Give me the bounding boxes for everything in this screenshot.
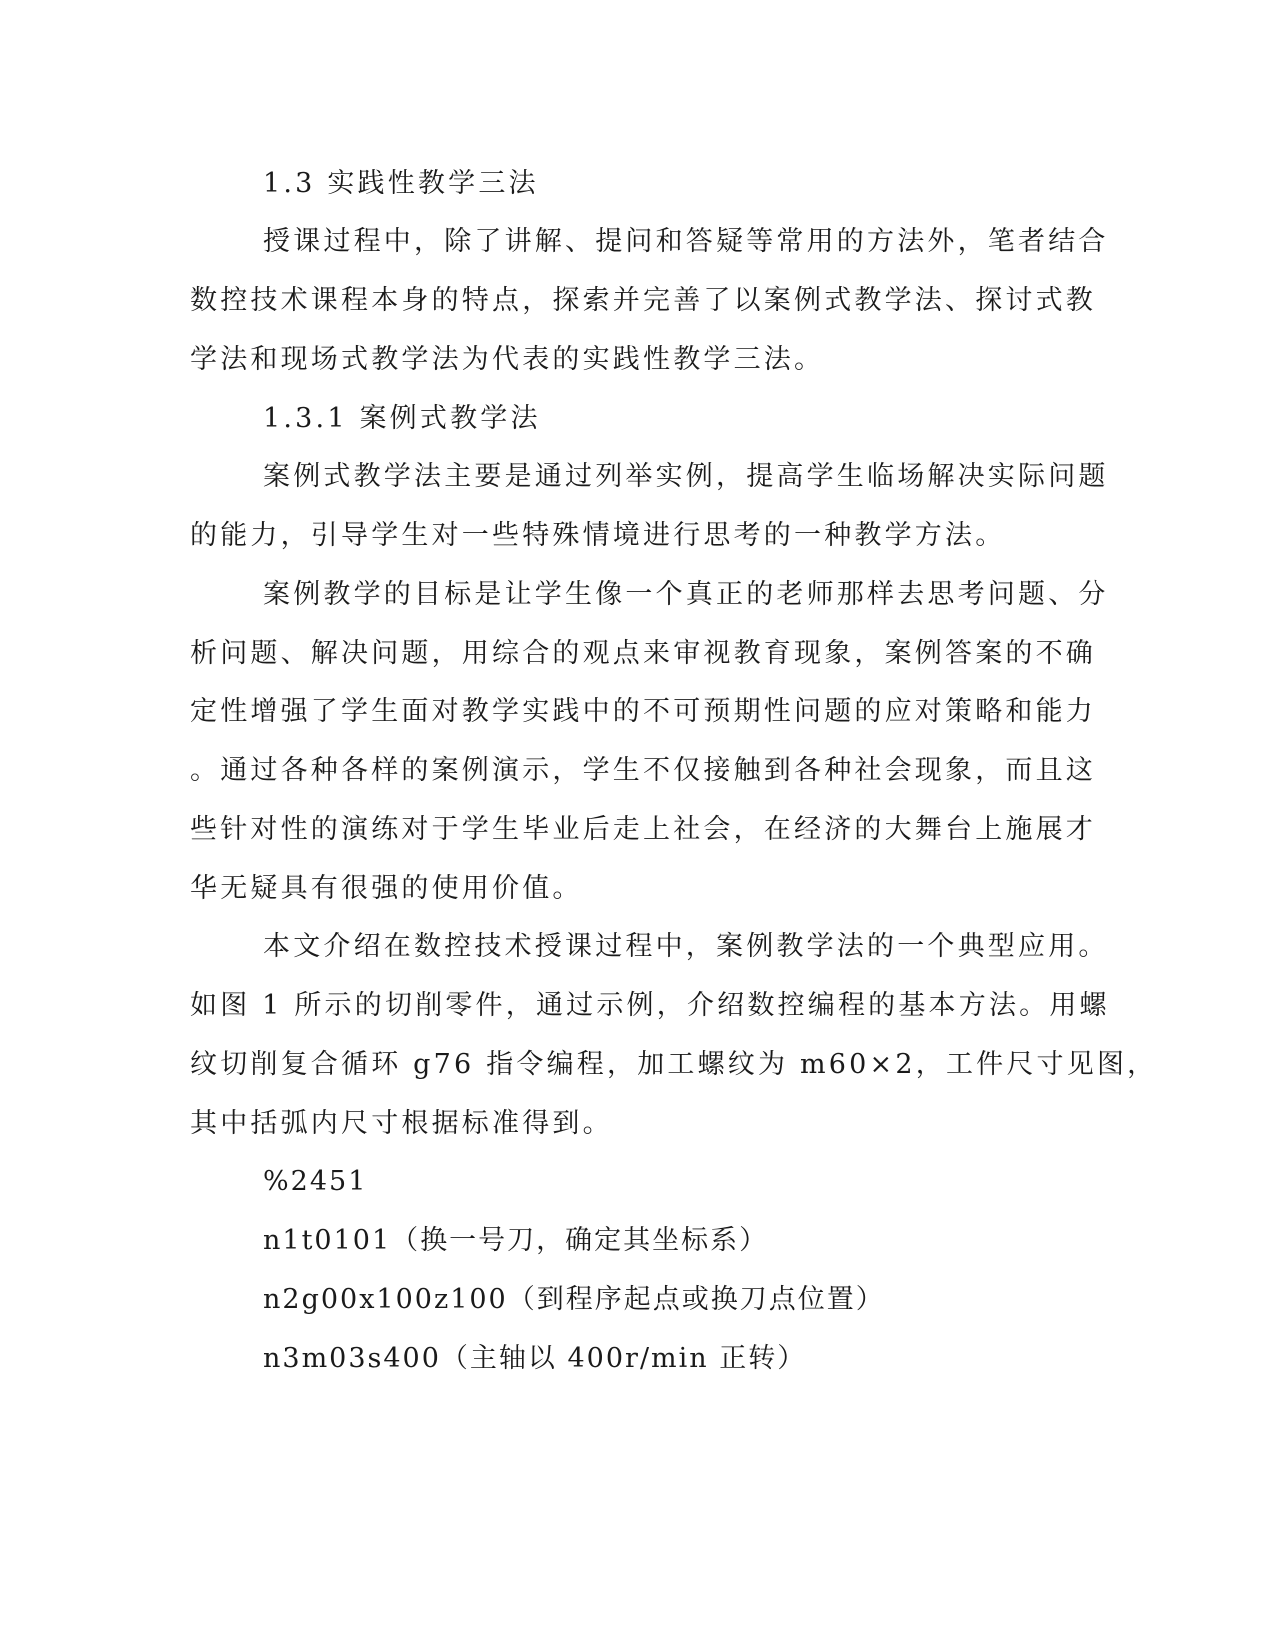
paragraph-line: 析问题、解决问题，用综合的观点来审视教育现象，案例答案的不确	[190, 638, 1096, 669]
paragraph-line: 数控技术课程本身的特点，探索并完善了以案例式教学法、探讨式教	[190, 285, 1096, 316]
paragraph-line: 定性增强了学生面对教学实践中的不可预期性问题的应对策略和能力	[190, 696, 1096, 727]
paragraph-line: 学法和现场式教学法为代表的实践性教学三法。	[190, 344, 825, 375]
program-line: n2g00x100z100（到程序起点或换刀点位置）	[263, 1284, 885, 1315]
section-heading: 1.3 实践性教学三法	[263, 168, 539, 199]
program-line: n1t0101（换一号刀，确定其坐标系）	[263, 1225, 769, 1256]
program-line: n3m03s400（主轴以 400r/min 正转）	[263, 1343, 807, 1374]
subsection-heading: 1.3.1 案例式教学法	[263, 403, 541, 434]
paragraph-line: 的能力，引导学生对一些特殊情境进行思考的一种教学方法。	[190, 520, 1006, 551]
paragraph-line: 。通过各种各样的案例演示，学生不仅接触到各种社会现象，而且这	[190, 755, 1096, 786]
paragraph-line: 华无疑具有很强的使用价值。	[190, 873, 583, 904]
paragraph-line: 其中括弧内尺寸根据标准得到。	[190, 1108, 613, 1139]
paragraph-line: 案例教学的目标是让学生像一个真正的老师那样去思考问题、分	[263, 579, 1109, 610]
paragraph-line: 本文介绍在数控技术授课过程中，案例教学法的一个典型应用。	[263, 931, 1109, 962]
paragraph-line: 如图 1 所示的切削零件，通过示例，介绍数控编程的基本方法。用螺	[190, 990, 1110, 1021]
paragraph-line: 授课过程中，除了讲解、提问和答疑等常用的方法外，笔者结合	[263, 226, 1109, 257]
paragraph-line: 纹切削复合循环 g76 指令编程，加工螺纹为 m60×2，工件尺寸见图，	[190, 1049, 1158, 1080]
paragraph-line: 案例式教学法主要是通过列举实例，提高学生临场解决实际问题	[263, 461, 1109, 492]
paragraph-line: 些针对性的演练对于学生毕业后走上社会，在经济的大舞台上施展才	[190, 814, 1096, 845]
program-line: %2451	[263, 1166, 368, 1197]
